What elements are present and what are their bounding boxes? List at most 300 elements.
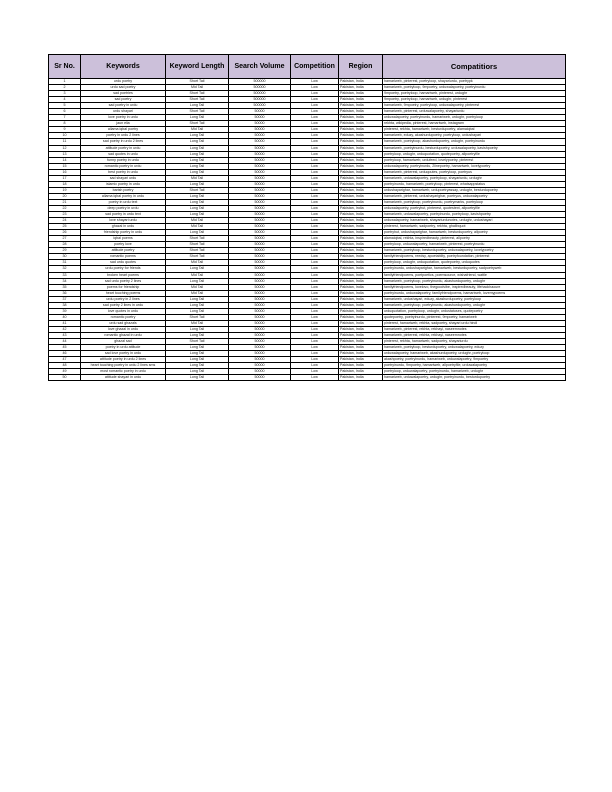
sr-no-cell: 44 — [49, 339, 81, 345]
competition-cell: Low — [291, 133, 339, 139]
keyword-cell: allama iqbal poetry in urdu — [81, 193, 166, 199]
competitors-cell: poetryloop, hamariweb, urdufeed, lovelypoetry, pinterest — [383, 157, 566, 163]
region-cell: Pakistan, India — [339, 230, 383, 236]
competition-cell: Low — [291, 284, 339, 290]
region-cell: Pakistan, India — [339, 121, 383, 127]
keyword-cell: sad poetry in urdu — [81, 103, 166, 109]
keyword-length-cell: Mid Tail — [166, 224, 229, 230]
keyword-cell: romantic poetry in urdu — [81, 163, 166, 169]
sr-no-cell: 13 — [49, 151, 81, 157]
competitors-cell: poetryloop, urduwalapoetry, poetryinurdu, hamariweb, urdughr — [383, 369, 566, 375]
header-sr-no: Sr No. — [49, 55, 81, 79]
keyword-cell: love quotes in urdu — [81, 308, 166, 314]
search-volume-cell: 50000 — [229, 345, 291, 351]
sr-no-cell: 46 — [49, 351, 81, 357]
keyword-length-cell: Mid Tail — [166, 218, 229, 224]
competitors-cell: urdushayarighar, hamariweb, urdupoetryassay, urdughr, besturdupoetry — [383, 187, 566, 193]
competitors-cell: familyfriendpoems, poetpoetics, poemsource, wishafriend, wattle — [383, 272, 566, 278]
search-volume-cell: 50000 — [229, 175, 291, 181]
competition-cell: Low — [291, 320, 339, 326]
sr-no-cell: 45 — [49, 345, 81, 351]
competitors-cell: urduwalapoetry, poetryinurdu, hamariweb, urdughr, poetryloop — [383, 115, 566, 121]
search-volume-cell: 50000 — [229, 133, 291, 139]
competitors-cell: hamariweb, pinterest, poetryloop, shayariurdu, poetrypk — [383, 79, 566, 85]
keyword-length-cell: Long Tail — [166, 212, 229, 218]
region-cell: Pakistan, India — [339, 187, 383, 193]
region-cell: Pakistan, India — [339, 79, 383, 85]
region-cell: Pakistan, India — [339, 169, 383, 175]
region-cell: Pakistan, India — [339, 91, 383, 97]
keyword-length-cell: Long Tail — [166, 133, 229, 139]
region-cell: Pakistan, India — [339, 151, 383, 157]
competitors-cell: urduwalapoetry, poetryhut, pinterest, quotestext, allpoetryfile — [383, 205, 566, 211]
competitors-cell: urduwalapoetry, poetryinurdu, 2linepoetry, hamariweb, lovelypoetry — [383, 163, 566, 169]
competitors-cell: hamariweb, pinterest, urduqoutes, poetryloop, poetryus — [383, 169, 566, 175]
search-volume-cell: 50000 — [229, 187, 291, 193]
keyword-cell: iqbal poems — [81, 236, 166, 242]
search-volume-cell: 50000 — [229, 212, 291, 218]
keyword-length-cell: Long Tail — [166, 103, 229, 109]
region-cell: Pakistan, India — [339, 345, 383, 351]
region-cell: Pakistan, India — [339, 357, 383, 363]
competitors-cell: hamariweb, poetryloop, 9mpoetry, urduwalapoetry, poetryinurdu — [383, 85, 566, 91]
region-cell: Pakistan, India — [339, 272, 383, 278]
keyword-cell: urdu poetry — [81, 79, 166, 85]
sr-no-cell: 28 — [49, 242, 81, 248]
sr-no-cell: 26 — [49, 230, 81, 236]
keyword-cell: urdu shayari — [81, 109, 166, 115]
competitors-cell: hamariweb, poetryinurdu, besturdupoetry, urduwalapoetry, kavishpoetry — [383, 145, 566, 151]
region-cell: Pakistan, India — [339, 236, 383, 242]
sr-no-cell: 12 — [49, 145, 81, 151]
keyword-cell: allama iqbal poetry — [81, 127, 166, 133]
keywords-table — [48, 54, 566, 381]
region-cell: Pakistan, India — [339, 85, 383, 91]
sr-no-cell: 22 — [49, 205, 81, 211]
competitors-cell: hamariweb, poetryloop, besturdupoetry, urduwalapoetry, lovelypoetry — [383, 248, 566, 254]
keyword-length-cell: Long Tail — [166, 266, 229, 272]
sr-no-cell: 40 — [49, 314, 81, 320]
search-volume-cell: 50000 — [229, 224, 291, 230]
region-cell: Pakistan, India — [339, 133, 383, 139]
header-competitors: Compatitiors — [383, 55, 566, 79]
keyword-length-cell: Long Tail — [166, 193, 229, 199]
keyword-cell: romantic poetry — [81, 314, 166, 320]
competitors-cell: pinterest, hamariweb, rekhta, sadpoetry, shayari urdu hindi — [383, 320, 566, 326]
search-volume-cell: 500000 — [229, 97, 291, 103]
competition-cell: Low — [291, 272, 339, 278]
sr-no-cell: 49 — [49, 369, 81, 375]
keyword-length-cell: Short Tail — [166, 121, 229, 127]
search-volume-cell: 50000 — [229, 272, 291, 278]
region-cell: Pakistan, India — [339, 224, 383, 230]
keyword-length-cell: Short Tail — [166, 248, 229, 254]
competition-cell: Low — [291, 91, 339, 97]
sr-no-cell: 20 — [49, 193, 81, 199]
keyword-cell: love shayari urdu — [81, 218, 166, 224]
keyword-length-cell: Long Tail — [166, 369, 229, 375]
competitors-cell: pinterest, rekhta, hamariweb, sadpoetry, shayariurdu — [383, 339, 566, 345]
sr-no-cell: 9 — [49, 127, 81, 133]
keyword-cell: sad urdu quotes — [81, 260, 166, 266]
competitors-cell: hamariweb, poetryloop, poetryinurdu, akashurdupoetry, urdughr — [383, 278, 566, 284]
keyword-cell: ghazal in urdu — [81, 224, 166, 230]
competition-cell: Low — [291, 157, 339, 163]
competitors-cell: poetryloop, urduwalapoetry, hamariweb, pinterest, poetryinurdu — [383, 242, 566, 248]
competition-cell: Low — [291, 248, 339, 254]
competitors-cell: hamariweb, poetryloop, akashurdupoetry, urdughr, poetryinurdu — [383, 139, 566, 145]
search-volume-cell: 50000 — [229, 351, 291, 357]
competition-cell: Low — [291, 181, 339, 187]
region-cell: Pakistan, India — [339, 296, 383, 302]
keyword-cell: love poetry in urdu — [81, 115, 166, 121]
keyword-cell: ghazal sad — [81, 339, 166, 345]
competition-cell: Low — [291, 218, 339, 224]
keyword-cell: sad urdu poetry 2 lines — [81, 278, 166, 284]
competitors-cell: hamariweb, poetryloop, poetryinurdu, poetrymarks, poetryloop — [383, 199, 566, 205]
keyword-cell: attitude poetry in urdu 2 lines — [81, 357, 166, 363]
competition-cell: Low — [291, 332, 339, 338]
competitors-cell: poetryhut, urdushayarighar, hamariweb, besturdupoetry, allpoetry — [383, 230, 566, 236]
keyword-length-cell: Short Tail — [166, 242, 229, 248]
header-keyword-length: Keyword Length — [166, 55, 229, 79]
competitors-cell: poetryloop, urdughr, urduquotation, quotepoetry, urduquotes — [383, 260, 566, 266]
sr-no-cell: 16 — [49, 169, 81, 175]
keyword-length-cell: Long Tail — [166, 326, 229, 332]
search-volume-cell: 50000 — [229, 284, 291, 290]
keyword-length-cell: Short Tail — [166, 109, 229, 115]
search-volume-cell: 50000 — [229, 260, 291, 266]
search-volume-cell: 50000 — [229, 290, 291, 296]
sr-no-cell: 19 — [49, 187, 81, 193]
search-volume-cell: 50000 — [229, 369, 291, 375]
region-cell: Pakistan, India — [339, 218, 383, 224]
competition-cell: Low — [291, 103, 339, 109]
keyword-length-cell: Long Tail — [166, 199, 229, 205]
region-cell: Pakistan, India — [339, 242, 383, 248]
keyword-length-cell: Mid Tail — [166, 320, 229, 326]
competition-cell: Low — [291, 187, 339, 193]
sr-no-cell: 8 — [49, 121, 81, 127]
search-volume-cell: 50000 — [229, 230, 291, 236]
competitors-cell: 9mpoetry, poetryloop, hamariweb, pinterest, urdughr — [383, 91, 566, 97]
sr-no-cell: 48 — [49, 363, 81, 369]
search-volume-cell: 50000 — [229, 157, 291, 163]
competition-cell: Low — [291, 199, 339, 205]
region-cell: Pakistan, India — [339, 369, 383, 375]
search-volume-cell: 50000 — [229, 193, 291, 199]
keyword-cell: sad poetry 2 lines in urdu — [81, 302, 166, 308]
region-cell: Pakistan, India — [339, 115, 383, 121]
keyword-length-cell: Long Tail — [166, 308, 229, 314]
competition-cell: Low — [291, 290, 339, 296]
sr-no-cell: 15 — [49, 163, 81, 169]
keyword-cell: attitude poetry — [81, 248, 166, 254]
competition-cell: Low — [291, 85, 339, 91]
keyword-cell: sad love poetry in urdu — [81, 351, 166, 357]
keyword-cell: heart touching poetry in urdu 2 lines sms — [81, 363, 166, 369]
region-cell: Pakistan, India — [339, 212, 383, 218]
competitors-cell: familyfriendpoems, lovelovo, thegoodvibe, inspiredbeauty, lifehackhaoure — [383, 284, 566, 290]
sr-no-cell: 39 — [49, 308, 81, 314]
competition-cell: Low — [291, 224, 339, 230]
region-cell: Pakistan, India — [339, 127, 383, 133]
keyword-length-cell: Long Tail — [166, 230, 229, 236]
table-row — [49, 375, 566, 381]
competition-cell: Low — [291, 326, 339, 332]
competition-cell: Low — [291, 205, 339, 211]
search-volume-cell: 500000 — [229, 91, 291, 97]
search-volume-cell: 50000 — [229, 121, 291, 127]
sr-no-cell: 5 — [49, 103, 81, 109]
sr-no-cell: 35 — [49, 284, 81, 290]
search-volume-cell: 50000 — [229, 151, 291, 157]
keyword-length-cell: Short Tail — [166, 254, 229, 260]
keyword-length-cell: Long Tail — [166, 151, 229, 157]
keyword-length-cell: Long Tail — [166, 115, 229, 121]
keyword-length-cell: Short Tail — [166, 97, 229, 103]
sr-no-cell: 27 — [49, 236, 81, 242]
competition-cell: Low — [291, 242, 339, 248]
header-search-volume: Search Volume — [229, 55, 291, 79]
sr-no-cell: 18 — [49, 181, 81, 187]
competitors-cell: hamariweb, urdushayari, eduzy, akashurdupoetry, poetryloop — [383, 296, 566, 302]
competitors-cell: hamariweb, 9mpoetry, poetryloop, urduwalapoetry, pinterest — [383, 103, 566, 109]
keyword-length-cell: Short Tail — [166, 187, 229, 193]
keyword-length-cell: Long Tail — [166, 375, 229, 381]
region-cell: Pakistan, India — [339, 339, 383, 345]
competition-cell: Low — [291, 151, 339, 157]
region-cell: Pakistan, India — [339, 314, 383, 320]
search-volume-cell: 50000 — [229, 139, 291, 145]
sr-no-cell: 31 — [49, 260, 81, 266]
competitors-cell: pinterest, rekhta, hamariweb, besturdupoetry, alamaiqbal — [383, 127, 566, 133]
region-cell: Pakistan, India — [339, 109, 383, 115]
search-volume-cell: 50000 — [229, 254, 291, 260]
competitors-cell: hamariweb, eduzy, akashurdupoetry, poetryloop, urdushayari — [383, 133, 566, 139]
competition-cell: Low — [291, 121, 339, 127]
keyword-length-cell: Mid Tail — [166, 272, 229, 278]
competitors-cell: familyfriendpoems, reedsy, apoetablity, poetryfoundation, pinterest — [383, 254, 566, 260]
competition-cell: Low — [291, 230, 339, 236]
region-cell: Pakistan, India — [339, 320, 383, 326]
search-volume-cell: 500000 — [229, 103, 291, 109]
keyword-cell: poetry in urdu attitude — [81, 345, 166, 351]
competitors-cell: hamariweb, poetryloop, besturdupoetry, urduwalapoetry, eduzy — [383, 345, 566, 351]
keyword-cell: poetry in urdu 2 lines — [81, 133, 166, 139]
competition-cell: Low — [291, 193, 339, 199]
search-volume-cell: 50000 — [229, 181, 291, 187]
competition-cell: Low — [291, 163, 339, 169]
competitors-cell: 9mpoetry, poetryloop, hamariweb, urdughr, pinterest — [383, 97, 566, 103]
competition-cell: Low — [291, 302, 339, 308]
sr-no-cell: 14 — [49, 157, 81, 163]
search-volume-cell: 50000 — [229, 278, 291, 284]
competitors-cell: poetryinurdu, urdushayarighar, hamariweb, besturdupoetry, sadpoetryweb — [383, 266, 566, 272]
region-cell: Pakistan, India — [339, 290, 383, 296]
competition-cell: Low — [291, 369, 339, 375]
competitors-cell: hamariweb, urduwalapoetry, poetryinurdu, poetryloop, kavishpoetry — [383, 212, 566, 218]
keyword-cell: most romantic poetry in urdu — [81, 369, 166, 375]
competitors-cell: poetryinurdu, hamariweb, poetryloop, pinterest, whatsappstatus — [383, 181, 566, 187]
region-cell: Pakistan, India — [339, 181, 383, 187]
competitors-cell: hamariweb, pinterest, urduwalapoetry, shayariurdu — [383, 109, 566, 115]
keyword-cell: urdu poetry for friends — [81, 266, 166, 272]
competition-cell: Low — [291, 212, 339, 218]
keyword-cell: sad quotes in urdu — [81, 151, 166, 157]
search-volume-cell: 50000 — [229, 320, 291, 326]
competition-cell: Low — [291, 254, 339, 260]
region-cell: Pakistan, India — [339, 103, 383, 109]
region-cell: Pakistan, India — [339, 157, 383, 163]
search-volume-cell: 50000 — [229, 266, 291, 272]
sr-no-cell: 30 — [49, 254, 81, 260]
keyword-length-cell: Long Tail — [166, 345, 229, 351]
region-cell: Pakistan, India — [339, 351, 383, 357]
keyword-cell: poetry love — [81, 242, 166, 248]
sr-no-cell: 42 — [49, 326, 81, 332]
sr-no-cell: 32 — [49, 266, 81, 272]
competition-cell: Low — [291, 339, 339, 345]
competition-cell: Low — [291, 266, 339, 272]
competitors-cell: poetryloop, urdughr, urduquotation, quotepoetry, allpoetryfile — [383, 151, 566, 157]
search-volume-cell: 50000 — [229, 296, 291, 302]
keyword-cell: urdu sad ghazals — [81, 320, 166, 326]
competition-cell: Low — [291, 109, 339, 115]
search-volume-cell: 50000 — [229, 115, 291, 121]
competitors-cell: urduwalapoetry, hamariweb, akashurdupoetry, urdughr, poetryloop — [383, 351, 566, 357]
search-volume-cell: 50000 — [229, 199, 291, 205]
competition-cell: Low — [291, 345, 339, 351]
keyword-cell: jaun elia — [81, 121, 166, 127]
sr-no-cell: 38 — [49, 302, 81, 308]
region-cell: Pakistan, India — [339, 266, 383, 272]
sr-no-cell: 1 — [49, 79, 81, 85]
keyword-cell: heart touching poems — [81, 290, 166, 296]
competitors-cell: urduwalapoetry, hamariweb, shayariurdunotes, urdughr, urdushayari — [383, 218, 566, 224]
keyword-length-cell: Long Tail — [166, 181, 229, 187]
sr-no-cell: 47 — [49, 357, 81, 363]
sr-no-cell: 23 — [49, 212, 81, 218]
sr-no-cell: 17 — [49, 175, 81, 181]
competitors-cell: hamariweb, pinterest, urdushayarighar, poetryus, urduwalapoetry — [383, 193, 566, 199]
search-volume-cell: 50000 — [229, 314, 291, 320]
search-volume-cell: 50000 — [229, 236, 291, 242]
sr-no-cell: 6 — [49, 109, 81, 115]
keyword-cell: sad shayari urdu — [81, 175, 166, 181]
keyword-length-cell: Long Tail — [166, 145, 229, 151]
region-cell: Pakistan, India — [339, 199, 383, 205]
search-volume-cell: 50000 — [229, 332, 291, 338]
keyword-cell: romantic ghazal in urdu — [81, 332, 166, 338]
keyword-length-cell: Long Tail — [166, 351, 229, 357]
keyword-length-cell: Mid Tail — [166, 127, 229, 133]
keyword-cell: love ghazal in urdu — [81, 326, 166, 332]
sr-no-cell: 50 — [49, 375, 81, 381]
keyword-cell: sad poetry in urdu text — [81, 212, 166, 218]
sr-no-cell: 33 — [49, 272, 81, 278]
sr-no-cell: 3 — [49, 91, 81, 97]
sr-no-cell: 41 — [49, 320, 81, 326]
region-cell: Pakistan, India — [339, 284, 383, 290]
keyword-length-cell: Long Tail — [166, 169, 229, 175]
sr-no-cell: 2 — [49, 85, 81, 91]
competition-cell: Low — [291, 127, 339, 133]
keyword-cell: attitude shayari in urdu — [81, 375, 166, 381]
region-cell: Pakistan, India — [339, 248, 383, 254]
keyword-length-cell: Mid Tail — [166, 260, 229, 266]
keyword-cell: friendship poetry in urdu — [81, 230, 166, 236]
sr-no-cell: 43 — [49, 332, 81, 338]
keyword-cell: poems for friendship — [81, 284, 166, 290]
search-volume-cell: 50000 — [229, 308, 291, 314]
search-volume-cell: 50000 — [229, 109, 291, 115]
header-region: Region — [339, 55, 383, 79]
sr-no-cell: 10 — [49, 133, 81, 139]
competition-cell: Low — [291, 139, 339, 145]
sr-no-cell: 11 — [49, 139, 81, 145]
search-volume-cell: 50000 — [229, 163, 291, 169]
competition-cell: Low — [291, 169, 339, 175]
keyword-cell: sad poetries — [81, 91, 166, 97]
region-cell: Pakistan, India — [339, 193, 383, 199]
competition-cell: Low — [291, 236, 339, 242]
keyword-length-cell: Mid Tail — [166, 284, 229, 290]
search-volume-cell: 500000 — [229, 85, 291, 91]
search-volume-cell: 50000 — [229, 375, 291, 381]
keyword-length-cell: Short Tail — [166, 314, 229, 320]
competitors-cell: hamariweb, pinterest, rekhta, rekhayi, naseemnotes — [383, 326, 566, 332]
search-volume-cell: 50000 — [229, 302, 291, 308]
keyword-cell: broken heart poems — [81, 272, 166, 278]
keyword-cell: urdu sad poetry — [81, 85, 166, 91]
competitors-cell: urduquotation, poetryloop, urdughr, urdustatuses, quotepoetry — [383, 308, 566, 314]
search-volume-cell: 50000 — [229, 145, 291, 151]
keyword-cell: best poetry in urdu — [81, 169, 166, 175]
competition-cell: Low — [291, 308, 339, 314]
region-cell: Pakistan, India — [339, 375, 383, 381]
keyword-length-cell: Long Tail — [166, 296, 229, 302]
region-cell: Pakistan, India — [339, 175, 383, 181]
region-cell: Pakistan, India — [339, 139, 383, 145]
competition-cell: Low — [291, 278, 339, 284]
region-cell: Pakistan, India — [339, 332, 383, 338]
search-volume-cell: 50000 — [229, 127, 291, 133]
keyword-length-cell: Long Tail — [166, 205, 229, 211]
competition-cell: Low — [291, 314, 339, 320]
keyword-length-cell: Long Tail — [166, 332, 229, 338]
keyword-length-cell: Long Tail — [166, 363, 229, 369]
keyword-cell: romantic poems — [81, 254, 166, 260]
keyword-length-cell: Long Tail — [166, 302, 229, 308]
region-cell: Pakistan, India — [339, 260, 383, 266]
competition-cell: Low — [291, 296, 339, 302]
region-cell: Pakistan, India — [339, 302, 383, 308]
search-volume-cell: 50000 — [229, 326, 291, 332]
region-cell: Pakistan, India — [339, 163, 383, 169]
keyword-length-cell: Mid Tail — [166, 175, 229, 181]
sr-no-cell: 24 — [49, 218, 81, 224]
competitors-cell: hamariweb, urduwalapoetry, poetryloop, shayariurdu, urdughr — [383, 175, 566, 181]
competitors-cell: hamariweb, pinterest, rekhta, rekhayi, naseemnotes — [383, 332, 566, 338]
competitors-cell: alamaiqbal, rekhta, inspiredbeauty, pinterest, allpoetry — [383, 236, 566, 242]
region-cell: Pakistan, India — [339, 205, 383, 211]
competitors-cell: quotepoetry, poetryinurdu, pinterest, 9mpoetry, hamariweb — [383, 314, 566, 320]
competition-cell: Low — [291, 115, 339, 121]
keyword-cell: funny poetry in urdu — [81, 157, 166, 163]
region-cell: Pakistan, India — [339, 308, 383, 314]
header-competition: Competition — [291, 55, 339, 79]
